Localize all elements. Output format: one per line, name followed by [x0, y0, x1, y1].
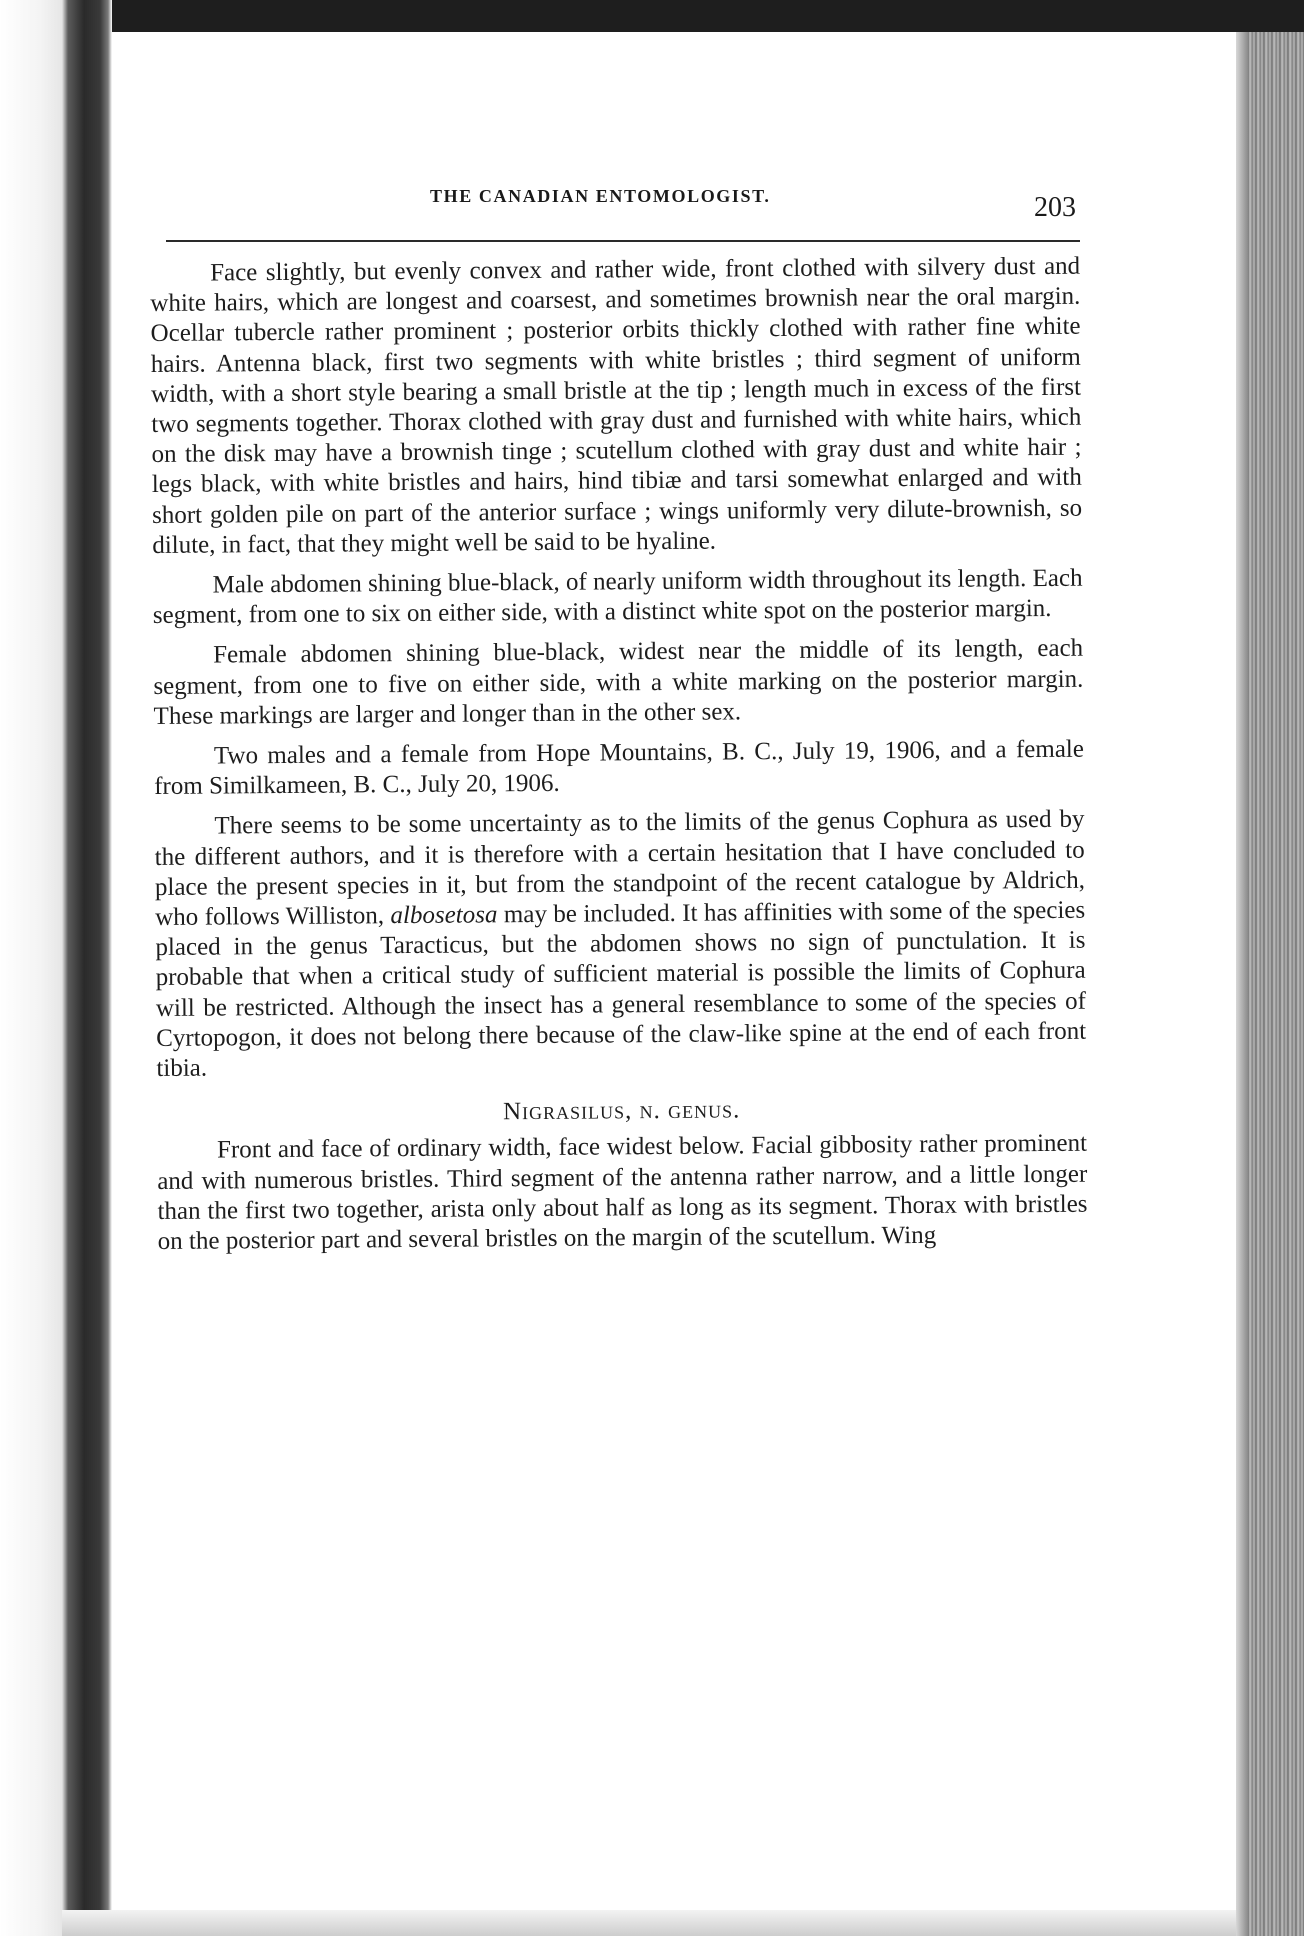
paragraph — [150, 252, 1082, 561]
italic-term: albosetosa — [390, 901, 498, 930]
book-gutter-shadow — [0, 0, 112, 1936]
header-rule — [166, 240, 1080, 242]
page-bottom-edge — [62, 1910, 1236, 1936]
article-body — [150, 249, 1088, 1258]
text-run: There seems to be some uncertainty as to the limits of the genus Cophura as used by the different authors, and it is therefore with a certain hesitation that I have concluded to place the present species in it, but from the standpoint of the recent catalogue by Aldrich, who follows Williston, — [154, 806, 1086, 932]
paragraph — [154, 735, 1084, 803]
page-number: 203 — [1034, 192, 1076, 223]
page-stack-shadow — [1236, 32, 1248, 1936]
paragraph — [154, 805, 1086, 1084]
text-run: Male abdomen shining blue-black, of nearly uniform width throughout its length. Each segment, from one to six on either side, with a distinct white spot on the posterior margin. — [152, 564, 1083, 630]
scanner-top-border — [0, 0, 1304, 32]
text-run: Face slightly, but evenly convex and rather wide, front clothed with silvery dust and white hairs, which are longest and coarsest, and sometimes brownish near the oral margin. Ocellar tubercle rather prominent ; posterior orbits thickly clothed with rather fine white hairs. Antenna black, first two segments with white bristles ; third segment of uniform width, with a short style bearing a small bristle at the tip ; length much in excess of the first two segments together. Thorax clothed with gray dust and furnished with white hairs, which on the disk may have a brownish tinge ; scutellum clothed with gray dust and white hair ; legs black, with white bristles and hairs, hind tibiæ and tarsi somewhat enlarged and with short golden pile on part of the anterior surface ; wings uniformly very dilute-brownish, so dilute, in fact, that they might well be said to be hyaline. — [150, 252, 1083, 559]
text-run: Two males and a female from Hope Mountains, B. C., July 19, 1906, and a female from Similkameen, B. C., July 20, 1906. — [154, 735, 1085, 801]
text-run: may be included. It has affinities with some of the species placed in the genus Taracticus, but the abdomen shows no sign of punctulation. It is probable that when a critical study of sufficient material is possible the limits of Cophura will be restricted. Although the insect has a general resemblance to some of the species of Cyrtopogon, it does not belong there because of the claw-like spine at the end of each front tibia. — [155, 896, 1087, 1083]
section-heading: Nigrasilus, n. genus. — [502, 1096, 741, 1126]
text-run: Female abdomen shining blue-black, widest near the middle of its length, each segment, from one to five on either side, with a white marking on the posterior margin. These markings are larger and longer than in the other sex. — [153, 635, 1084, 730]
paragraph — [153, 634, 1084, 732]
paragraph — [152, 564, 1082, 632]
running-head: THE CANADIAN ENTOMOLOGIST. — [430, 186, 771, 206]
final-paragraph: Front and face of ordinary width, face widest below. Facial gibbosity rather prominent and with numerous bristles. Third segment of the antenna rather narrow, and a little longer than the first two together, arista only about half as long as its segment. Thorax with bristles on the posterior part and several bristles on the margin of the scutellum. Wing — [157, 1130, 1088, 1256]
